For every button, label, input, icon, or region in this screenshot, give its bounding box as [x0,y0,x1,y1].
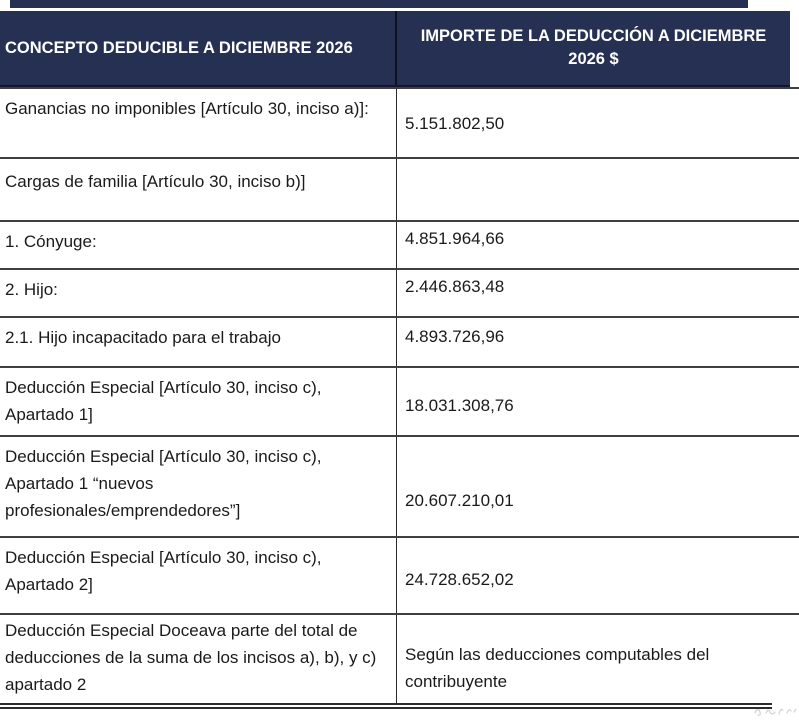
table-header-row [0,11,790,87]
concept-cell: 1. Cónyuge: [0,222,397,268]
amount-cell [397,538,799,613]
concept-cell: 2. Hijo: [0,270,397,316]
concept-cell: Ganancias no imponibles [Artículo 30, inciso a)]: [0,89,397,157]
amount-value: 18.031.308,76 [405,396,514,415]
header-amount-label: IMPORTE DE LA DEDUCCIÓN A DICIEMBRE 2026 $ [420,27,767,68]
header-amount-column [397,11,790,85]
amount-value: 2.446.863,48 [405,277,505,296]
table-row [0,268,799,316]
concept-cell: Cargas de familia [Artículo 30, inciso b)] [0,159,397,220]
amount-cell [397,615,799,703]
watermark-scribble [753,702,797,718]
concept-cell: 2.1. Hijo incapacitado para el trabajo [0,318,397,366]
header-concept-column [0,11,397,85]
amount-cell [397,270,799,316]
table-row [0,220,799,268]
header-concept-label: CONCEPTO DEDUCIBLE A DICIEMBRE 2026 [5,38,353,57]
amount-cell [397,437,799,536]
amount-value: Según las deducciones computables del contribuyente [405,645,710,691]
amount-cell [397,222,799,268]
amount-cell [397,159,799,220]
table-row [0,435,799,536]
amount-value: 5.151.802,50 [405,114,505,133]
amount-cell [397,89,799,157]
deduction-table [0,11,799,709]
amount-cell [397,368,799,435]
table-row [0,157,799,220]
table-row [0,536,799,613]
concept-cell: Deducción Especial [Artículo 30, inciso c), Apartado 1 “nuevos profesionales/emprendedores”] [0,437,397,536]
table-row [0,316,799,366]
amount-cell [397,318,799,366]
table-row [0,613,799,703]
amount-value: 4.893.726,96 [405,327,505,346]
table-row [0,87,799,157]
amount-value: 24.728.652,02 [405,570,514,589]
amount-value: 4.851.964,66 [405,229,505,248]
table-row [0,366,799,435]
concept-cell: Deducción Especial Doceava parte del total de deducciones de la suma de los incisos a), b), y c) apartado 2 [0,615,397,703]
top-cutoff-bar [10,0,748,8]
concept-cell: Deducción Especial [Artículo 30, inciso c), Apartado 2] [0,538,397,613]
table-bottom-double-border [0,703,772,709]
concept-cell: Deducción Especial [Artículo 30, inciso c), Apartado 1] [0,368,397,435]
amount-value: 20.607.210,01 [405,491,514,510]
